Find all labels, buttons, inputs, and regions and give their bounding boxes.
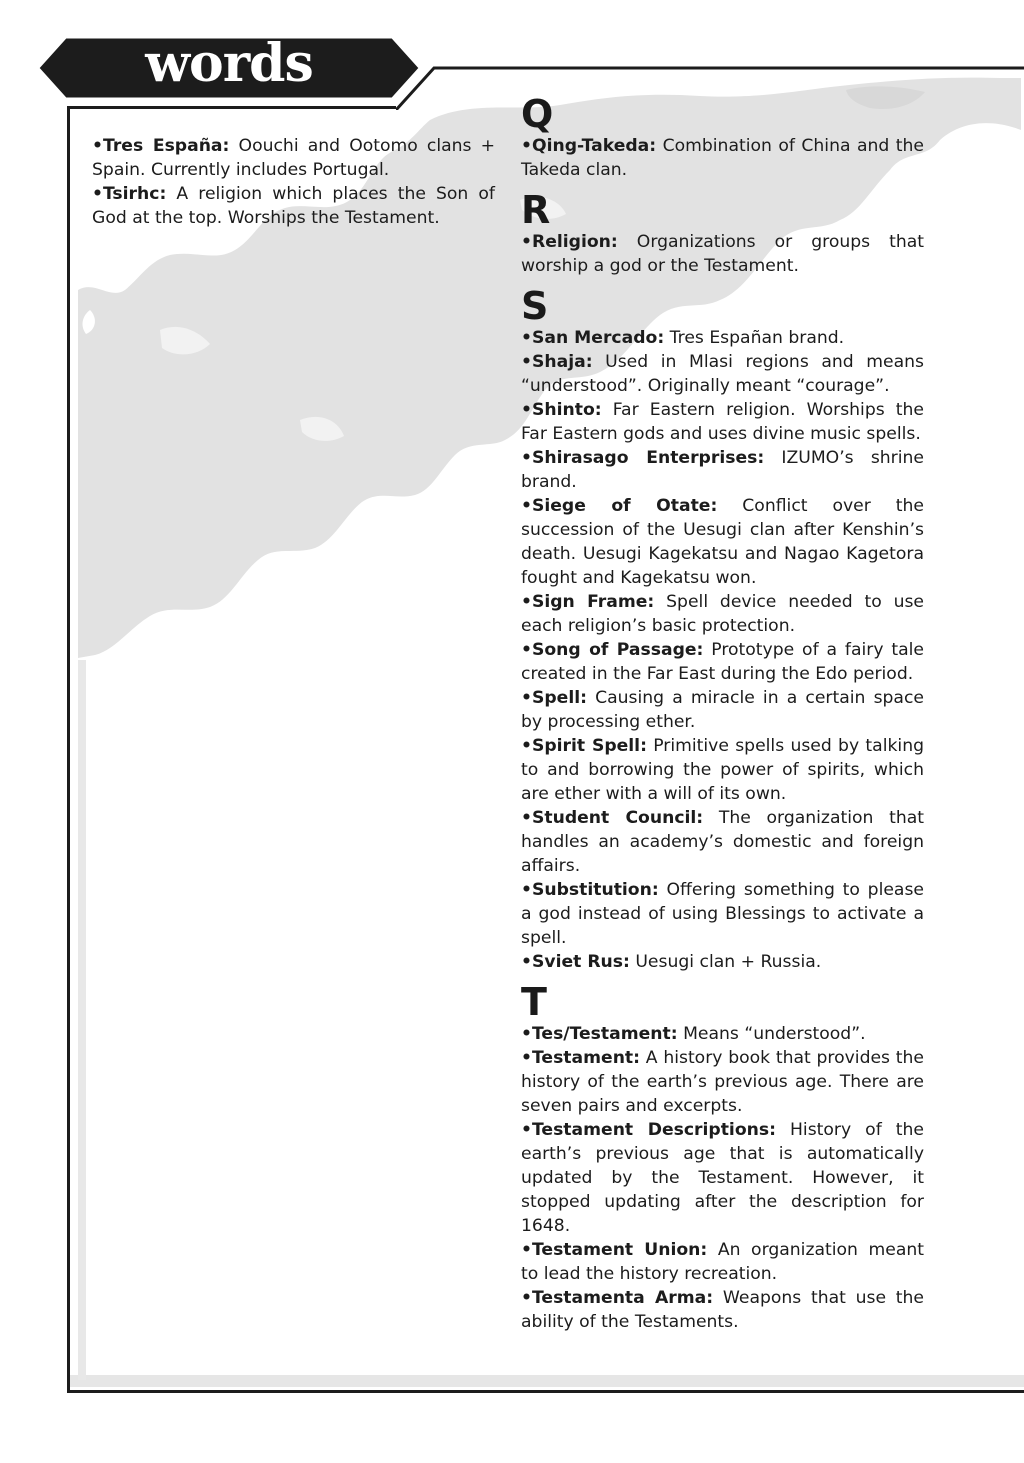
section-letter: S (521, 284, 549, 328)
entry-definition: A history book that provides the history of the earth’s previous age. There are seven pairs and excerpts. (521, 1048, 924, 1116)
glossary-entry (521, 494, 924, 590)
glossary-entry (521, 134, 924, 182)
entry-term: •Shaja: (521, 352, 593, 372)
glossary-entry (521, 638, 924, 686)
page-title: words (145, 33, 313, 94)
glossary-entry (521, 326, 924, 350)
section-r (521, 190, 924, 278)
entry-definition: IZUMO’s shrine brand. (521, 448, 924, 492)
entry-term: •Tsirhc: (92, 184, 167, 204)
glossary-entry (521, 1238, 924, 1286)
entry-term: •Testament Descriptions: (521, 1120, 776, 1140)
glossary-entry (521, 1286, 924, 1334)
entry-term: •Tres España: (92, 136, 230, 156)
entry-term: •San Mercado: (521, 328, 665, 348)
entry-term: •Sviet Rus: (521, 952, 630, 972)
entry-term: •Tes/Testament: (521, 1024, 678, 1044)
entry-definition: Causing a miracle in a certain space by processing ether. (521, 688, 924, 732)
glossary-entry (92, 134, 495, 182)
entry-term: •Shirasago Enterprises: (521, 448, 765, 468)
glossary-entry (521, 230, 924, 278)
entry-definition: An organization meant to lead the history recreation. (521, 1240, 924, 1284)
section-letter: Q (521, 92, 554, 136)
entry-definition: Used in Mlasi regions and means “understood”. Originally meant “courage”. (521, 352, 924, 396)
right-column (521, 94, 924, 1342)
entry-definition: Organizations or groups that worship a god or the Testament. (521, 232, 924, 276)
entry-definition: Offering something to please a god instead of using Blessings to activate a spell. (521, 880, 924, 948)
entry-definition: Oouchi and Ootomo clans + Spain. Currently includes Portugal. (92, 136, 496, 180)
entry-definition: The organization that handles an academy’s domestic and foreign affairs. (521, 808, 924, 876)
section-letter: T (521, 980, 547, 1024)
entry-term: •Testament Union: (521, 1240, 708, 1260)
entry-term: •Song of Passage: (521, 640, 704, 660)
entry-term: •Sign Frame: (521, 592, 655, 612)
entry-term: •Testament: (521, 1048, 641, 1068)
glossary-entry (521, 1022, 924, 1046)
section-t (521, 982, 924, 1334)
glossary-entry (521, 446, 924, 494)
glossary-entry (521, 734, 924, 806)
glossary-entry (521, 398, 924, 446)
entry-definition: Far Eastern religion. Worships the Far Eastern gods and uses divine music spells. (521, 400, 924, 444)
entry-term: •Religion: (521, 232, 618, 252)
section-letter: R (521, 188, 551, 232)
entry-definition: Weapons that use the ability of the Testaments. (521, 1288, 924, 1332)
glossary-entry (521, 806, 924, 878)
entry-term: •Testamenta Arma: (521, 1288, 714, 1308)
glossary-entry (521, 350, 924, 398)
entry-term: •Shinto: (521, 400, 602, 420)
entry-definition: Tres Españan brand. (664, 328, 845, 348)
glossary-entry (521, 950, 924, 974)
entry-definition: Spell device needed to use each religion’s basic protection. (521, 592, 924, 636)
glossary-entry (521, 1118, 924, 1238)
entry-term: •Student Council: (521, 808, 704, 828)
entry-definition: Means “understood”. (677, 1024, 866, 1044)
glossary-entry (521, 878, 924, 950)
left-column (92, 134, 495, 230)
section-s (521, 286, 924, 974)
entry-definition: Conflict over the succession of the Uesugi clan after Kenshin’s death. Uesugi Kagekatsu and Nagao Kagetora fought and Kagekatsu won. (521, 496, 924, 588)
entry-term: •Substitution: (521, 880, 659, 900)
entry-definition: Primitive spells used by talking to and borrowing the power of spirits, which are ether with a will of its own. (521, 736, 925, 804)
entry-term: •Siege of Otate: (521, 496, 718, 516)
entry-definition: Prototype of a fairy tale created in the Far East during the Edo period. (521, 640, 924, 684)
glossary-entry (92, 182, 495, 230)
glossary-entry (521, 686, 924, 734)
entry-term: •Qing-Takeda: (521, 136, 657, 156)
glossary-entry (521, 590, 924, 638)
entry-term: •Spell: (521, 688, 587, 708)
entry-term: •Spirit Spell: (521, 736, 647, 756)
glossary-entry (521, 1046, 924, 1118)
section-q (521, 94, 924, 182)
entry-definition: Uesugi clan + Russia. (629, 952, 822, 972)
entry-definition: History of the earth’s previous age that is automatically updated by the Testament. However, it stopped updating after the description for 1648. (521, 1120, 924, 1236)
entry-definition: A religion which places the Son of God at the top. Worships the Testament. (92, 184, 495, 228)
entry-definition: Combination of China and the Takeda clan. (521, 136, 924, 180)
